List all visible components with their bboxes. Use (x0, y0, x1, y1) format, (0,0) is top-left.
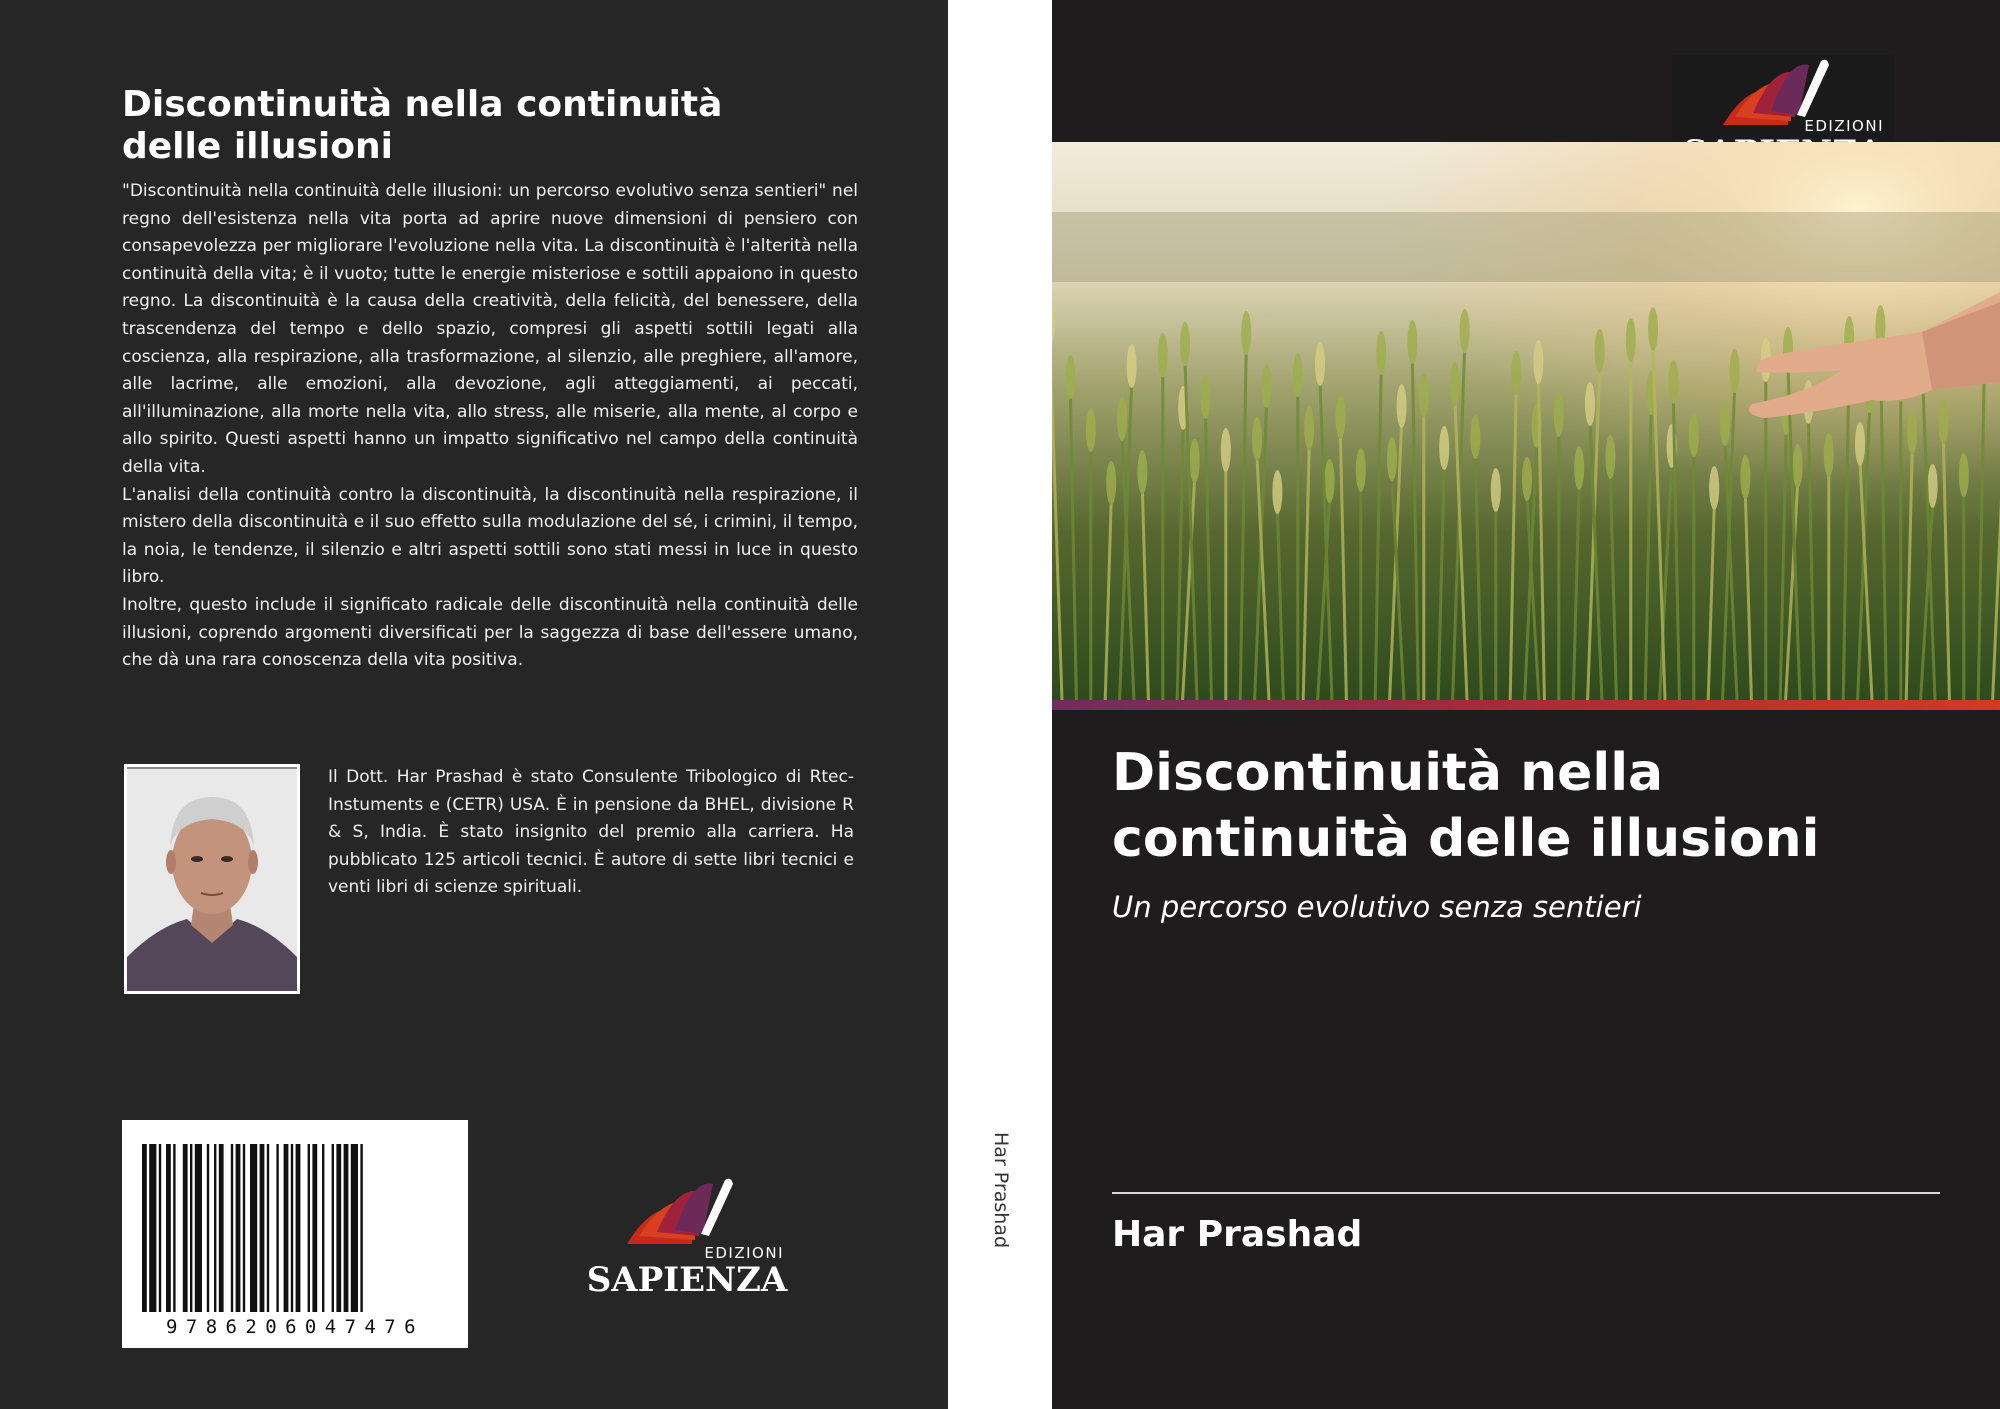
back-cover-blurb (122, 178, 858, 675)
isbn-barcode (122, 1120, 468, 1348)
blurb-paragraph: L'analisi della continuità contro la discontinuità, la discontinuità nella respirazione, il mistero della discontinuità e il suo effetto sulla modulazione del sé, i crimini, il tempo, la noia, le tendenze, il silenzio e altri aspetti sottili sono stati messi in luce in questo libro. (122, 484, 858, 588)
isbn-digits: 9786206047476 (166, 1316, 424, 1338)
publisher-small-label: EDIZIONI (704, 1244, 784, 1262)
barcode-bars (122, 1120, 468, 1348)
back-cover-title (122, 84, 862, 168)
author-portrait-image (127, 767, 297, 991)
publisher-name: SAPIENZA (586, 1260, 788, 1300)
publisher-small-label: EDIZIONI (1804, 117, 1884, 135)
publisher-logo-back (582, 1174, 792, 1304)
author-photo (124, 764, 300, 994)
color-strip (1052, 700, 2000, 710)
wheat-field-image (1052, 142, 2000, 700)
back-cover (0, 0, 948, 1409)
author-bio: Il Dott. Har Prashad è stato Consulente Tribologico di Rtec-Instuments e (CETR) USA. È in pensione da BHEL, divisione R & S, India. È stato insignito del premio alla carriera. Ha pubblicato 125 articoli tecnici. È autore di sette libri tecnici e venti libri di scienze spirituali. (328, 767, 854, 898)
author-divider (1112, 1192, 1940, 1194)
wheat-field-photo (1052, 142, 2000, 700)
book-fan-icon (617, 1174, 757, 1254)
front-title-line1: Discontinuità nella (1112, 743, 1664, 803)
back-title-line2: delle illusioni (122, 126, 393, 167)
front-cover-author: Har Prashad (1112, 1214, 1363, 1255)
front-cover-subtitle: Un percorso evolutivo senza sentieri (1112, 890, 1642, 924)
blurb-paragraph: "Discontinuità nella continuità delle illusioni: un percorso evolutivo senza sentieri" nel regno dell'esistenza nella vita porta ad aprire nuove dimensioni di pensiero con consapevolezza per migliorare l'evoluzione nella vita. La discontinuità è l'alterità nella continuità della vita; è il vuoto; tutte le energie misteriose e sottili appaiono in questo regno. La discontinuità è la causa della creatività, della felicità, del benessere, della trascendenza del tempo e dello spazio, compresi gli aspetti sottili legati alla coscienza, alla respirazione, alla trasformazione, al silenzio, alle preghiere, all'amore, alle lacrime, alle emozioni, alla devozione, agli atteggiamenti, ai peccati, all'illuminazione, alla morte nella vita, allo stress, alle miserie, alla mente, al corpo e allo spirito. Questi aspetti hanno un impatto significativo nel campo della continuità della vita. (122, 181, 858, 477)
front-title-line2: continuità delle illusioni (1112, 809, 1820, 869)
front-cover-title (1112, 740, 1972, 872)
blurb-paragraph: Inoltre, questo include il significato radicale delle discontinuità nella continuità delle illusioni, coprendo argomenti diversificati per la saggezza di base dell'essere umano, che dà una rara conoscenza della vita positiva. (122, 594, 858, 671)
spine-author: Har Prashad (990, 1132, 1012, 1249)
back-title-line1: Discontinuità nella continuità (122, 84, 723, 125)
